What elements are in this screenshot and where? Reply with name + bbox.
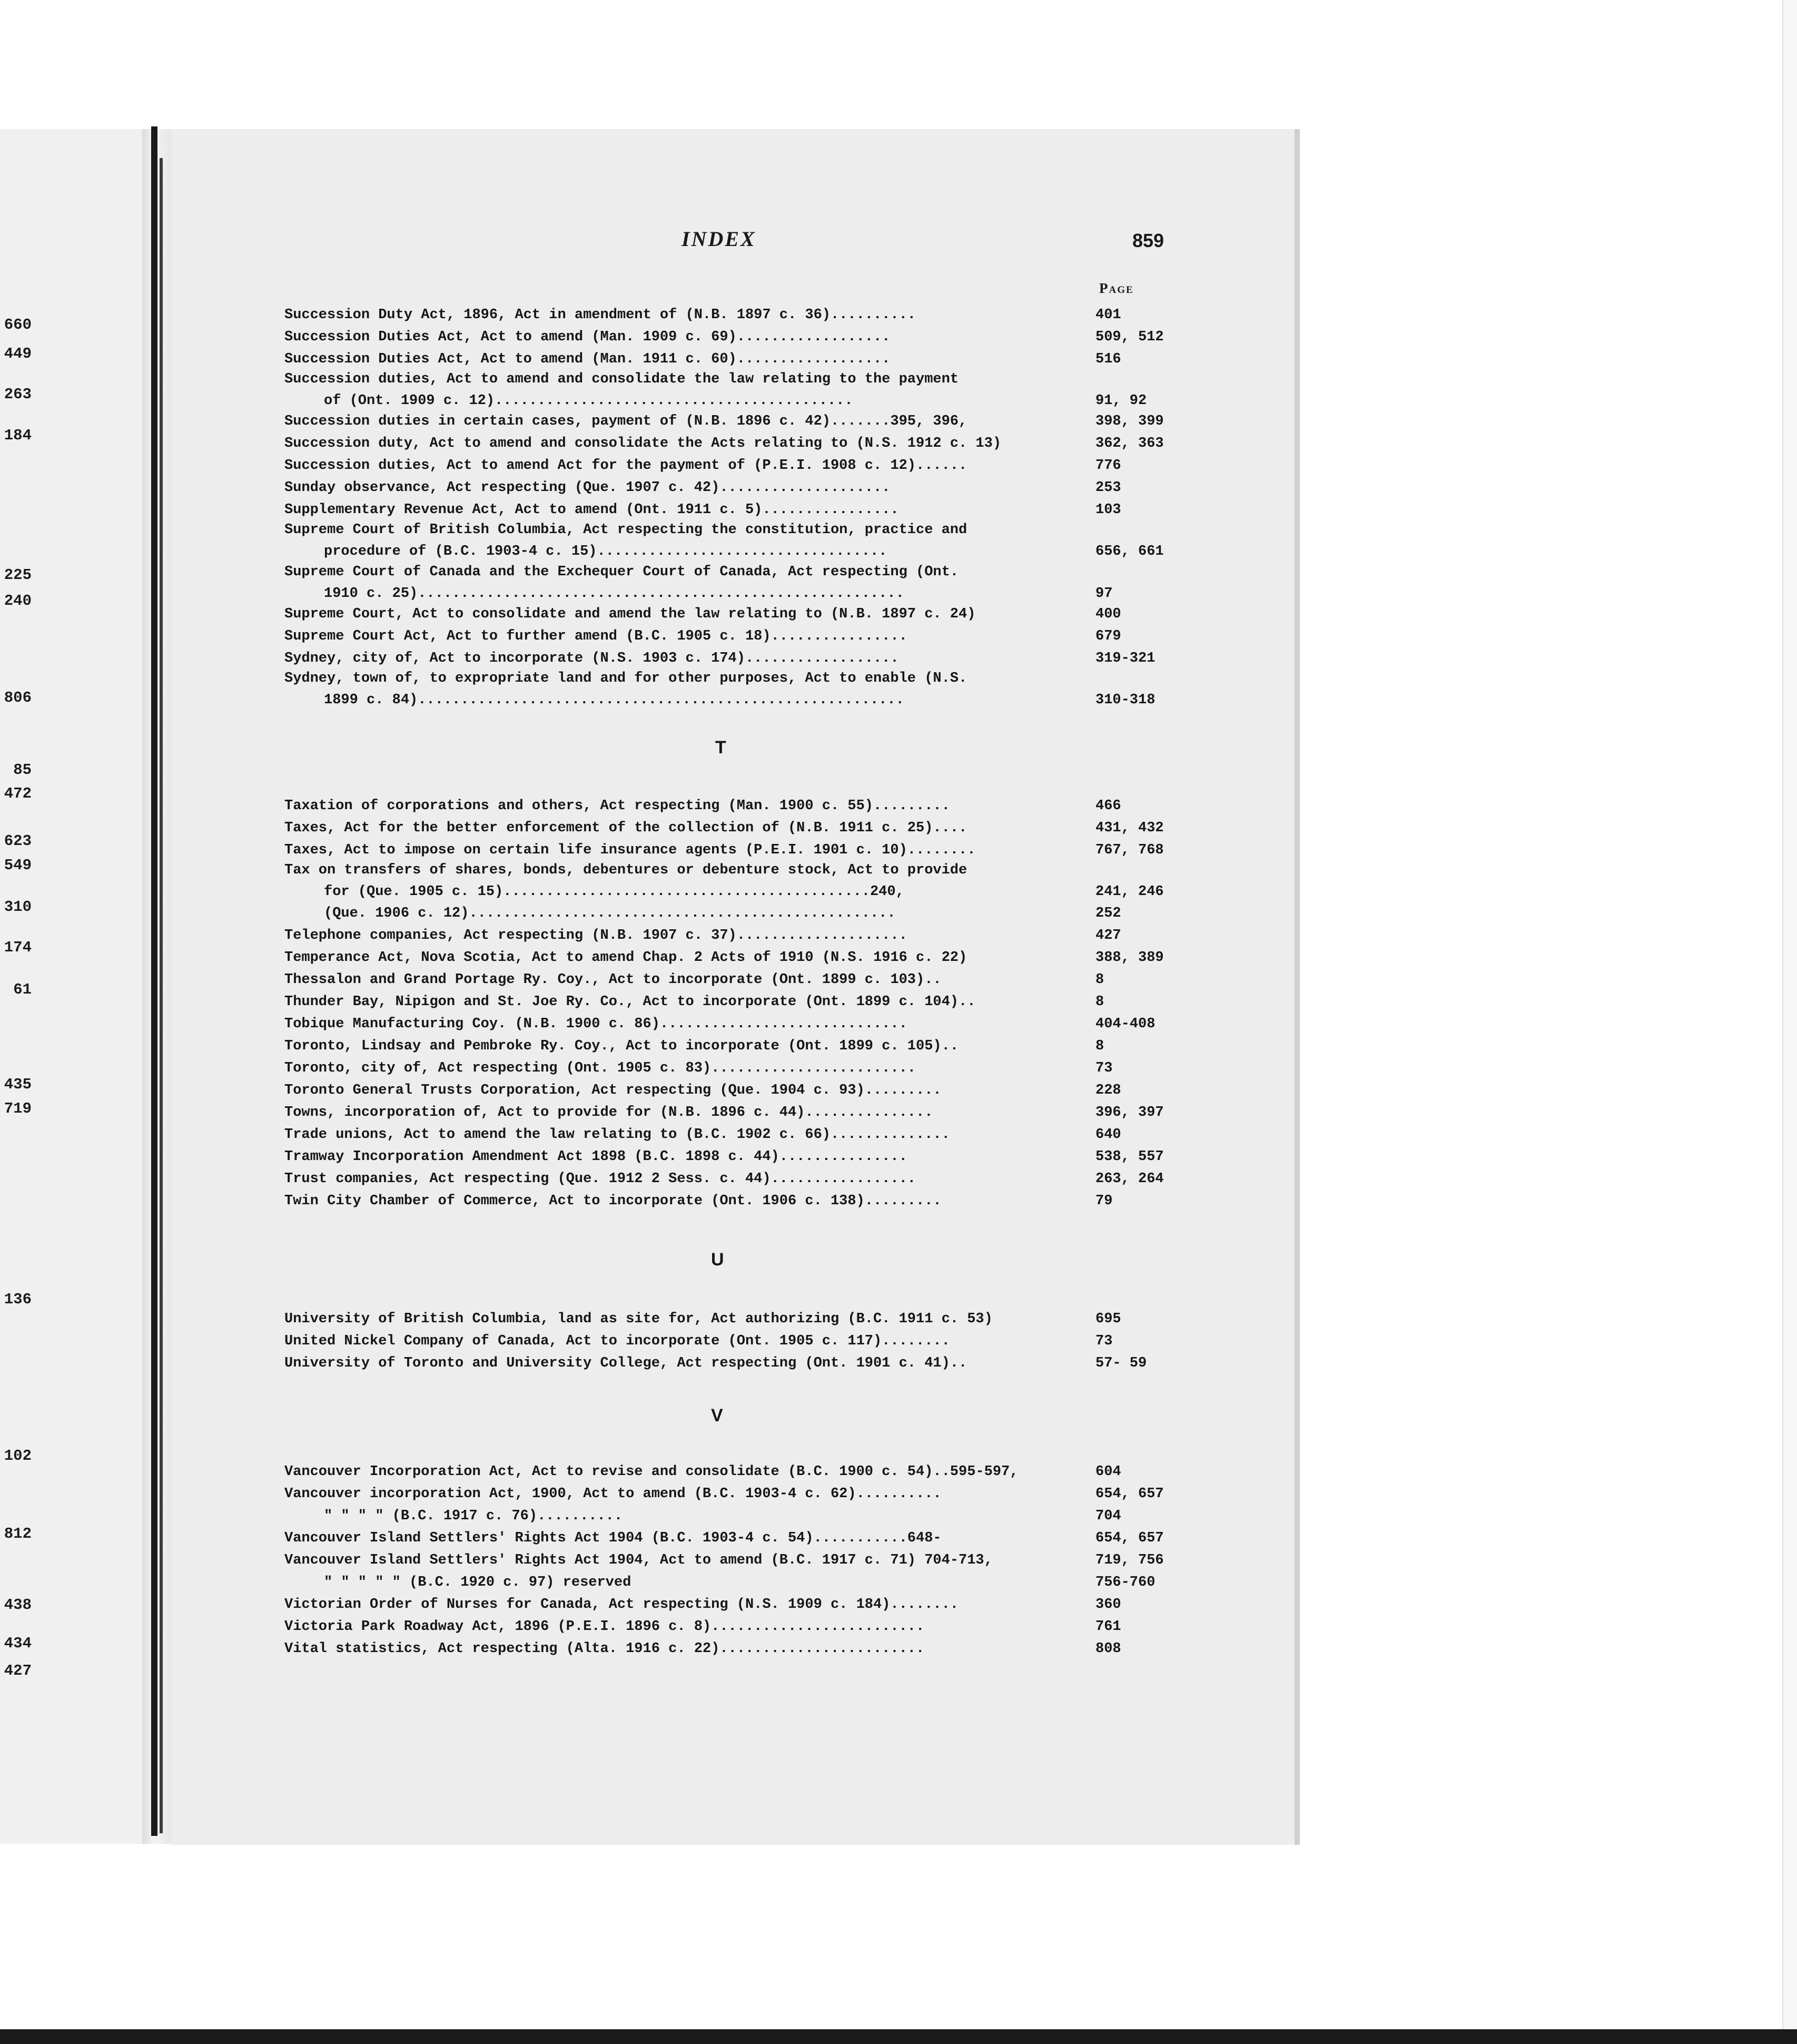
entry-text: Taxes, Act for the better enforcement of the collection of (N.B. 1911 c. 25)....	[284, 820, 967, 836]
entry-text: Supreme Court, Act to consolidate and amend the law relating to (N.B. 1897 c. 24)	[284, 606, 976, 622]
index-entry	[284, 349, 1169, 370]
entry-text: Succession duties, Act to amend and consolidate the law relating to the payment	[284, 371, 959, 387]
entry-page-ref: 319-321	[1095, 651, 1156, 666]
entry-text: Toronto General Trusts Corporation, Act respecting (Que. 1904 c. 93).........	[284, 1083, 942, 1098]
entry-page-ref: 400	[1095, 606, 1121, 622]
entry-text: Vital statistics, Act respecting (Alta. 1916 c. 22)........................	[284, 1641, 925, 1657]
entry-page-ref: 466	[1095, 798, 1121, 814]
facing-page-number: 435	[4, 1076, 32, 1093]
entry-text: Supreme Court of Canada and the Exchequer Court of Canada, Act respecting (Ont.	[284, 564, 959, 580]
entry-page-ref: 310-318	[1095, 692, 1156, 708]
entry-page-ref: 695	[1095, 1311, 1121, 1327]
index-entry	[284, 1102, 1169, 1124]
entry-text: Succession duties, Act to amend Act for the payment of (P.E.I. 1908 c. 12)......	[284, 458, 967, 474]
section-letter-u: U	[711, 1250, 724, 1270]
section-letter-t: T	[715, 738, 726, 758]
index-entry	[284, 1528, 1169, 1549]
entry-text: Supreme Court of British Columbia, Act respecting the constitution, practice and	[284, 522, 967, 538]
entry-text: Toronto, Lindsay and Pembroke Ry. Coy., Act to incorporate (Ont. 1899 c. 105)..	[284, 1038, 959, 1054]
index-entry	[284, 304, 1169, 326]
index-entry	[284, 604, 1169, 625]
index-entry	[284, 840, 1169, 861]
entry-page-ref: 263, 264	[1095, 1171, 1164, 1187]
index-entry	[284, 969, 1169, 991]
facing-page-number: 434	[4, 1635, 32, 1652]
index-entry	[284, 1483, 1169, 1505]
index-entry	[284, 1036, 1169, 1057]
page-edge-shadow	[1295, 129, 1300, 1845]
facing-page-number: 427	[4, 1662, 32, 1679]
index-entry	[284, 455, 1169, 477]
entry-text: " " " " " (B.C. 1920 c. 97) reserved	[324, 1575, 631, 1590]
index-entry	[284, 477, 1169, 499]
entry-page-ref: 252	[1095, 906, 1121, 921]
entry-text: Supreme Court Act, Act to further amend (B.C. 1905 c. 18)................	[284, 628, 907, 644]
entry-page-ref: 360	[1095, 1597, 1121, 1613]
entry-continuation: procedure of (B.C. 1903-4 c. 15)..................................	[324, 544, 887, 559]
binding-shadow	[151, 126, 157, 1836]
entry-page-ref: 398, 399	[1095, 414, 1164, 429]
facing-page-number: 184	[4, 427, 32, 444]
entry-continuation: of (Ont. 1909 c. 12)..........................................	[324, 393, 853, 409]
entry-page-ref: 228	[1095, 1083, 1121, 1098]
entry-page-ref: 654, 657	[1095, 1530, 1164, 1546]
entry-text: Sydney, city of, Act to incorporate (N.S. 1903 c. 174)..................	[284, 651, 899, 666]
entry-text: " " " " (B.C. 1917 c. 76)..........	[324, 1508, 623, 1524]
entry-page-ref: 97	[1095, 586, 1113, 602]
entry-text: Sydney, town of, to expropriate land and for other purposes, Act to enable (N.S.	[284, 671, 967, 686]
entry-text: Vancouver Island Settlers' Rights Act 1904, Act to amend (B.C. 1917 c. 71) 704-713,	[284, 1552, 993, 1568]
entry-text: Trade unions, Act to amend the law relating to (B.C. 1902 c. 66)..............	[284, 1127, 950, 1143]
entry-text: Succession Duties Act, Act to amend (Man. 1909 c. 69)..................	[284, 329, 891, 345]
entry-text: Succession Duty Act, 1896, Act in amendment of (N.B. 1897 c. 36)..........	[284, 307, 916, 323]
index-entry	[284, 1594, 1169, 1616]
facing-page-number: 549	[4, 857, 32, 874]
section-letter-v: V	[711, 1406, 723, 1426]
index-entry	[284, 925, 1169, 947]
index-entry	[284, 626, 1169, 647]
entry-page-ref: 404-408	[1095, 1016, 1156, 1032]
entry-text: Tobique Manufacturing Coy. (N.B. 1900 c. 86).............................	[284, 1016, 907, 1032]
facing-page-number: 812	[4, 1525, 32, 1542]
index-entry	[284, 327, 1169, 348]
scan-bottom-edge	[0, 2029, 1797, 2044]
entry-page-ref: 79	[1095, 1193, 1113, 1209]
entry-continuation: 1910 c. 25).........................................................	[324, 586, 904, 602]
entry-text: (Que. 1906 c. 12)..................................................	[324, 906, 896, 921]
index-entry	[284, 1506, 1169, 1527]
entry-page-ref: 808	[1095, 1641, 1121, 1657]
entry-page-ref: 73	[1095, 1060, 1113, 1076]
index-entry	[284, 1080, 1169, 1102]
facing-page-number: 719	[4, 1100, 32, 1117]
binding-shadow-inner	[160, 158, 163, 1833]
index-entry	[284, 648, 1169, 670]
entry-text: Vancouver Incorporation Act, Act to revise and consolidate (B.C. 1900 c. 54)..595-597,	[284, 1464, 1019, 1480]
index-entry	[284, 562, 1169, 605]
entry-page-ref: 388, 389	[1095, 950, 1164, 966]
index-entry	[284, 1058, 1169, 1079]
entry-page-ref: 103	[1095, 502, 1121, 518]
entry-text: Victoria Park Roadway Act, 1896 (P.E.I. 1896 c. 8).........................	[284, 1619, 925, 1635]
index-entry	[284, 818, 1169, 839]
facing-page-number: 472	[4, 785, 32, 802]
entry-text: Toronto, city of, Act respecting (Ont. 1905 c. 83)........................	[284, 1060, 916, 1076]
entry-text: Thessalon and Grand Portage Ry. Coy., Act to incorporate (Ont. 1899 c. 103)..	[284, 972, 942, 988]
entry-text: Telephone companies, Act respecting (N.B. 1907 c. 37)....................	[284, 928, 907, 944]
entry-page-ref: 516	[1095, 351, 1121, 367]
entry-text: University of Toronto and University College, Act respecting (Ont. 1901 c. 41)..	[284, 1355, 967, 1371]
index-entry	[284, 1550, 1169, 1571]
facing-page-number: 310	[4, 898, 32, 916]
facing-page-number: 61	[13, 981, 32, 998]
index-entry	[284, 1353, 1169, 1374]
index-entry	[284, 1168, 1169, 1190]
entry-page-ref: 362, 363	[1095, 436, 1164, 451]
entry-text: Twin City Chamber of Commerce, Act to incorporate (Ont. 1906 c. 138).........	[284, 1193, 942, 1209]
scan-right-margin	[1782, 0, 1797, 2029]
facing-page-number: 438	[4, 1596, 32, 1614]
index-entry	[284, 499, 1169, 521]
facing-page-number: 85	[13, 761, 32, 779]
entry-text: Vancouver incorporation Act, 1900, Act to amend (B.C. 1903-4 c. 62)..........	[284, 1486, 942, 1502]
entry-page-ref: 538, 557	[1095, 1149, 1164, 1165]
facing-page-number: 136	[4, 1291, 32, 1308]
index-entry	[284, 668, 1169, 711]
facing-page-number: 102	[4, 1447, 32, 1465]
entry-text: United Nickel Company of Canada, Act to incorporate (Ont. 1905 c. 117)........	[284, 1333, 950, 1349]
facing-page-number: 806	[4, 689, 32, 706]
index-entry	[284, 1572, 1169, 1594]
index-entry	[284, 795, 1169, 817]
entry-text: Tramway Incorporation Amendment Act 1898 (B.C. 1898 c. 44)...............	[284, 1149, 907, 1165]
index-entry	[284, 433, 1169, 455]
entry-text: Taxation of corporations and others, Act respecting (Man. 1900 c. 55).........	[284, 798, 950, 814]
entry-page-ref: 767, 768	[1095, 842, 1164, 858]
entry-page-ref: 8	[1095, 1038, 1104, 1054]
entry-page-ref: 640	[1095, 1127, 1121, 1143]
index-entry	[284, 1461, 1169, 1483]
entry-text: Victorian Order of Nurses for Canada, Act respecting (N.S. 1909 c. 184)........	[284, 1597, 959, 1613]
entry-text: Succession duty, Act to amend and consolidate the Acts relating to (N.S. 1912 c. 13)	[284, 436, 1002, 451]
entry-continuation: 1899 c. 84).........................................................	[324, 692, 904, 708]
entry-page-ref: 654, 657	[1095, 1486, 1164, 1502]
entry-page-ref: 396, 397	[1095, 1105, 1164, 1121]
entry-continuation: for (Que. 1905 c. 15)...........................................240,	[324, 884, 904, 900]
entry-page-ref: 719, 756	[1095, 1552, 1164, 1568]
index-entry	[284, 1616, 1169, 1638]
entry-page-ref: 91, 92	[1095, 393, 1147, 409]
page-number: 859	[1132, 230, 1164, 251]
entry-page-ref: 8	[1095, 972, 1104, 988]
index-entry	[284, 860, 1169, 903]
index-entry	[284, 947, 1169, 969]
index-entry	[284, 1331, 1169, 1352]
entry-page-ref: 679	[1095, 628, 1121, 644]
index-entry	[284, 411, 1169, 433]
entry-text: Temperance Act, Nova Scotia, Act to amend Chap. 2 Acts of 1910 (N.S. 1916 c. 22)	[284, 950, 967, 966]
entry-text: Supplementary Revenue Act, Act to amend (Ont. 1911 c. 5)................	[284, 502, 899, 518]
entry-page-ref: 73	[1095, 1333, 1113, 1349]
entry-text: Succession Duties Act, Act to amend (Man. 1911 c. 60)..................	[284, 351, 891, 367]
index-entry	[284, 1146, 1169, 1168]
page-column-label: Page	[1099, 280, 1134, 296]
index-entry	[284, 903, 1169, 925]
entry-text: Vancouver Island Settlers' Rights Act 1904 (B.C. 1903-4 c. 54)...........648-	[284, 1530, 942, 1546]
entry-text: Trust companies, Act respecting (Que. 1912 2 Sess. c. 44).................	[284, 1171, 916, 1187]
entry-page-ref: 8	[1095, 994, 1104, 1010]
entry-page-ref: 776	[1095, 458, 1121, 474]
entry-page-ref: 761	[1095, 1619, 1121, 1635]
entry-page-ref: 241, 246	[1095, 884, 1164, 900]
entry-text: Tax on transfers of shares, bonds, debentures or debenture stock, Act to provide	[284, 862, 967, 878]
facing-page-number: 623	[4, 832, 32, 850]
entry-page-ref: 656, 661	[1095, 544, 1164, 559]
entry-text: Succession duties in certain cases, payment of (N.B. 1896 c. 42).......395, 396,	[284, 414, 967, 429]
entry-page-ref: 756-760	[1095, 1575, 1156, 1590]
facing-page-number: 174	[4, 939, 32, 956]
index-entry	[284, 1191, 1169, 1212]
entry-text: Towns, incorporation of, Act to provide for (N.B. 1896 c. 44)...............	[284, 1105, 933, 1121]
entry-page-ref: 604	[1095, 1464, 1121, 1480]
entry-text: Taxes, Act to impose on certain life insurance agents (P.E.I. 1901 c. 10)........	[284, 842, 976, 858]
index-entry	[284, 1638, 1169, 1660]
index-entry	[284, 1309, 1169, 1330]
index-entry	[284, 1124, 1169, 1146]
facing-page-number: 240	[4, 592, 32, 610]
page-title: INDEX	[682, 227, 756, 251]
entry-text: University of British Columbia, land as site for, Act authorizing (B.C. 1911 c. 53)	[284, 1311, 993, 1327]
facing-page-number: 449	[4, 345, 32, 362]
entry-page-ref: 704	[1095, 1508, 1121, 1524]
entry-page-ref: 427	[1095, 928, 1121, 944]
entry-text: Thunder Bay, Nipigon and St. Joe Ry. Co., Act to incorporate (Ont. 1899 c. 104)..	[284, 994, 976, 1010]
index-entry	[284, 1014, 1169, 1035]
facing-page-number: 225	[4, 566, 32, 584]
index-entry	[284, 519, 1169, 563]
facing-page-number: 660	[4, 316, 32, 333]
index-entry	[284, 991, 1169, 1013]
entry-page-ref: 253	[1095, 480, 1121, 496]
entry-page-ref: 431, 432	[1095, 820, 1164, 836]
entry-page-ref: 57- 59	[1095, 1355, 1147, 1371]
facing-page-number: 263	[4, 386, 32, 403]
index-entry	[284, 369, 1169, 412]
entry-page-ref: 401	[1095, 307, 1121, 323]
entry-page-ref: 509, 512	[1095, 329, 1164, 345]
entry-text: Sunday observance, Act respecting (Que. 1907 c. 42)....................	[284, 480, 891, 496]
